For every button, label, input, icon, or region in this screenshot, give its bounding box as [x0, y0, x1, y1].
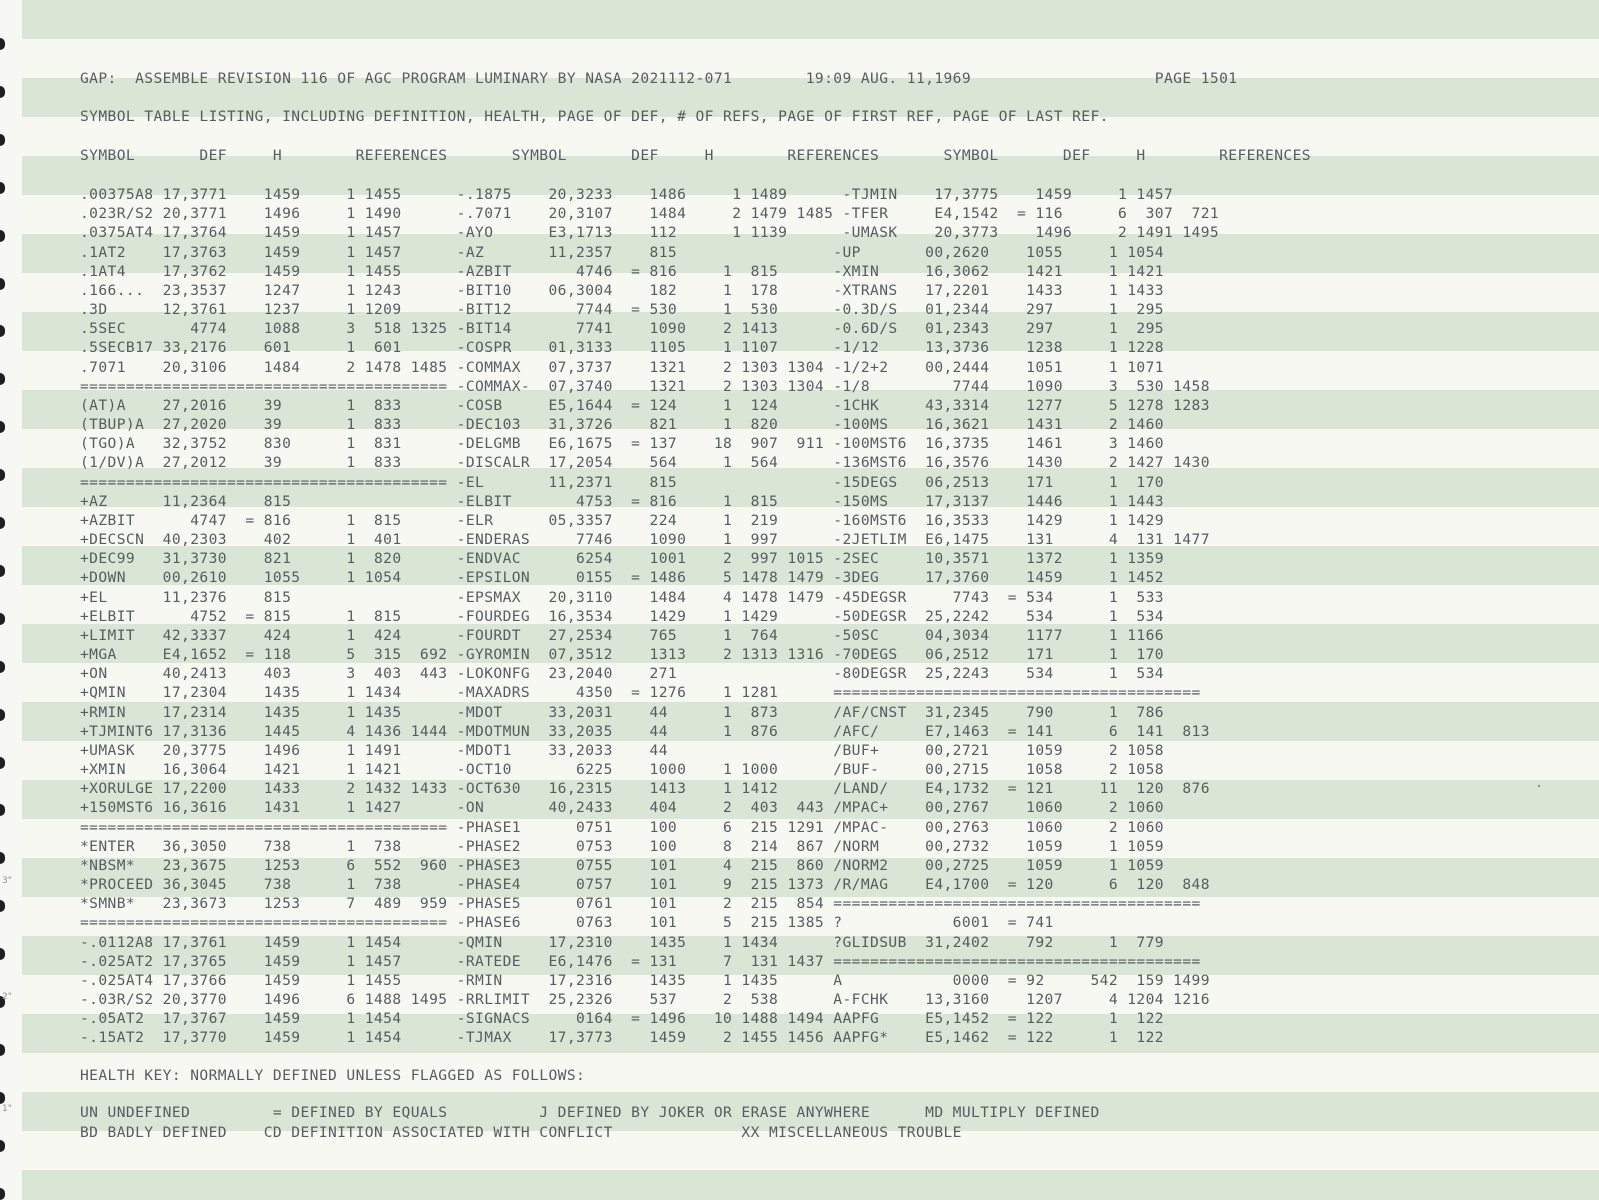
inch-mark-2: 2": [2, 992, 12, 1002]
table-row: .3D 12,3761 1237 1 1209 -BIT12 7744 = 530 1 530 -0.3D/S 01,2344 297 1 295: [80, 301, 1164, 319]
table-row: .5SEC 4774 1088 3 518 1325 -BIT14 7741 1090 2 1413 -0.6D/S 01,2343 297 1 295: [80, 320, 1164, 338]
table-row: -.03R/S2 20,3770 1496 6 1488 1495 -RRLIMIT 25,2326 537 2 538 A-FCHK 13,3160 1207 4 1204 1216: [80, 991, 1210, 1009]
table-row: .5SECB17 33,2176 601 1 601 -COSPR 01,3133 1105 1 1107 -1/12 13,3736 1238 1 1228: [80, 339, 1164, 357]
feed-hole: [0, 852, 5, 864]
table-row: .1AT4 17,3762 1459 1 1455 -AZBIT 4746 = 816 1 815 -XMIN 16,3062 1421 1 1421: [80, 262, 1164, 280]
feed-hole: [0, 804, 5, 816]
table-row: +LIMIT 42,3337 424 1 424 -FOURDT 27,2534 765 1 764 -50SC 04,3034 1177 1 1166: [80, 626, 1164, 644]
table-row: +AZBIT 4747 = 816 1 815 -ELR 05,3357 224 1 219 -160MST6 16,3533 1429 1 1429: [80, 511, 1164, 529]
health-key-line-1: UN UNDEFINED = DEFINED BY EQUALS J DEFINED BY JOKER OR ERASE ANYWHERE MD MULTIPLY DEFINED: [80, 1104, 1100, 1121]
feed-hole: [0, 709, 5, 721]
paper-speck: [1538, 785, 1540, 787]
feed-hole: [0, 421, 5, 433]
table-row: *SMNB* 23,3673 1253 7 489 959 -PHASE5 0761 101 2 215 854 ========================================: [80, 895, 1201, 913]
table-row: ======================================== -EL 11,2371 815 -15DEGS 06,2513 171 1 170: [80, 473, 1164, 491]
table-row: -.0112A8 17,3761 1459 1 1454 -QMIN 17,2310 1435 1 1434 ?GLIDSUB 31,2402 792 1 779: [80, 933, 1164, 951]
table-row: +XORULGE 17,2200 1433 2 1432 1433 -OCT630 16,2315 1413 1 1412 /LAND/ E4,1732 = 121 11 120 876: [80, 780, 1210, 798]
feed-hole: [0, 613, 5, 625]
table-row: ======================================== -PHASE1 0751 100 6 215 1291 /MPAC- 00,2763 1060 2 1060: [80, 818, 1164, 836]
table-row: +UMASK 20,3775 1496 1 1491 -MDOT1 33,2033 44 /BUF+ 00,2721 1059 2 1058: [80, 741, 1164, 759]
table-row: +RMIN 17,2314 1435 1 1435 -MDOT 33,2031 44 1 873 /AF/CNST 31,2345 790 1 786: [80, 703, 1164, 721]
table-row: *NBSM* 23,3675 1253 6 552 960 -PHASE3 0755 101 4 215 860 /NORM2 00,2725 1059 1 1059: [80, 856, 1164, 874]
feed-hole: [0, 134, 5, 146]
table-row: .166... 23,3537 1247 1 1243 -BIT10 06,3004 182 1 178 -XTRANS 17,2201 1433 1 1433: [80, 281, 1164, 299]
listing-header-title: GAP: ASSEMBLE REVISION 116 OF AGC PROGRAM LUMINARY BY NASA 2021112-071 19:09 AUG. 11,1969 PAGE 1501: [80, 70, 1238, 87]
feed-hole: [0, 373, 5, 385]
table-row: (1/DV)A 27,2012 39 1 833 -DISCALR 17,2054 564 1 564 -136MST6 16,3576 1430 2 1427 1430: [80, 454, 1210, 472]
table-row: +TJMINT6 17,3136 1445 4 1436 1444 -MDOTMUN 33,2035 44 1 876 /AFC/ E7,1463 = 141 6 141 813: [80, 722, 1210, 740]
feed-hole: [0, 1140, 5, 1152]
feed-hole: [0, 469, 5, 481]
table-row: .1AT2 17,3763 1459 1 1457 -AZ 11,2357 815 -UP 00,2620 1055 1 1054: [80, 243, 1164, 261]
table-row: .7071 20,3106 1484 2 1478 1485 -COMMAX 07,3737 1321 2 1303 1304 -1/2+2 00,2444 1051 1 1071: [80, 358, 1164, 376]
table-row: +QMIN 17,2304 1435 1 1434 -MAXADRS 4350 = 1276 1 1281 ========================================: [80, 684, 1201, 702]
table-row: ======================================== -COMMAX- 07,3740 1321 2 1303 1304 -1/8 7744 1090 3 530 1458: [80, 377, 1210, 395]
table-row: (TBUP)A 27,2020 39 1 833 -DEC103 31,3726 821 1 820 -100MS 16,3621 1431 2 1460: [80, 416, 1164, 434]
table-row: -.025AT2 17,3765 1459 1 1457 -RATEDE E6,1476 = 131 7 131 1437 ========================================: [80, 952, 1201, 970]
table-row: .023R/S2 20,3771 1496 1 1490 -.7071 20,3107 1484 2 1479 1485 -TFER E4,1542 = 116 6 307 721: [80, 205, 1220, 223]
table-row: +ON 40,2413 403 3 403 443 -LOKONFG 23,2040 271 -80DEGSR 25,2243 534 1 534: [80, 665, 1164, 683]
feed-hole: [0, 948, 5, 960]
column-headers: SYMBOL DEF H REFERENCES SYMBOL DEF H REFERENCES SYMBOL DEF H REFERENCES: [80, 147, 1311, 164]
table-row: (AT)A 27,2016 39 1 833 -COSB E5,1644 = 124 1 124 -1CHK 43,3314 1277 5 1278 1283: [80, 396, 1210, 414]
table-row: +AZ 11,2364 815 -ELBIT 4753 = 816 1 815 -150MS 17,3137 1446 1 1443: [80, 492, 1164, 510]
health-key-title: HEALTH KEY: NORMALLY DEFINED UNLESS FLAGGED AS FOLLOWS:: [80, 1067, 586, 1084]
inch-mark-1: 1": [2, 1104, 12, 1114]
inch-mark-3: 3": [2, 876, 12, 886]
feed-hole: [0, 1092, 5, 1104]
table-row: +DEC99 31,3730 821 1 820 -ENDVAC 6254 1001 2 997 1015 -2SEC 10,3571 1372 1 1359: [80, 550, 1164, 568]
table-row: +DECSCN 40,2303 402 1 401 -ENDERAS 7746 1090 1 997 -2JETLIM E6,1475 131 4 131 1477: [80, 531, 1210, 549]
table-row: +EL 11,2376 815 -EPSMAX 20,3110 1484 4 1478 1479 -45DEGSR 7743 = 534 1 533: [80, 588, 1164, 606]
feed-hole: [0, 38, 5, 50]
feed-hole: [0, 565, 5, 577]
table-row: *PROCEED 36,3045 738 1 738 -PHASE4 0757 101 9 215 1373 /R/MAG E4,1700 = 120 6 120 848: [80, 876, 1210, 894]
table-row: *ENTER 36,3050 738 1 738 -PHASE2 0753 100 8 214 867 /NORM 00,2732 1059 1 1059: [80, 837, 1164, 855]
listing-header-subtitle: SYMBOL TABLE LISTING, INCLUDING DEFINITION, HEALTH, PAGE OF DEF, # OF REFS, PAGE OF FIRST REF, PAGE OF LAST REF.: [80, 108, 1109, 125]
feed-hole: [0, 900, 5, 912]
table-row: +ELBIT 4752 = 815 1 815 -FOURDEG 16,3534 1429 1 1429 -50DEGSR 25,2242 534 1 534: [80, 607, 1164, 625]
feed-hole: [0, 325, 5, 337]
tractor-feed-holes: [0, 0, 6, 1200]
feed-hole: [0, 86, 5, 98]
table-row: -.15AT2 17,3770 1459 1 1454 -TJMAX 17,3773 1459 2 1455 1456 AAPFG* E5,1462 = 122 1 122: [80, 1029, 1164, 1047]
table-row: .0375AT4 17,3764 1459 1 1457 -AYO E3,1713 112 1 1139 -UMASK 20,3773 1496 2 1491 1495: [80, 224, 1220, 242]
table-row: -.025AT4 17,3766 1459 1 1455 -RMIN 17,2316 1435 1 1435 A 0000 = 92 542 159 1499: [80, 971, 1210, 989]
table-row: -.05AT2 17,3767 1459 1 1454 -SIGNACS 0164 = 1496 10 1488 1494 AAPFG E5,1452 = 122 1 122: [80, 1010, 1164, 1028]
feed-hole: [0, 182, 5, 194]
table-row: +MGA E4,1652 = 118 5 315 692 -GYROMIN 07,3512 1313 2 1313 1316 -70DEGS 06,2512 171 1 170: [80, 646, 1164, 664]
table-row: (TGO)A 32,3752 830 1 831 -DELGMB E6,1675 = 137 18 907 911 -100MST6 16,3735 1461 3 1460: [80, 435, 1164, 453]
feed-hole: [0, 278, 5, 290]
health-key-line-2: BD BADLY DEFINED CD DEFINITION ASSOCIATED WITH CONFLICT XX MISCELLANEOUS TROUBLE: [80, 1124, 962, 1141]
table-row: .00375A8 17,3771 1459 1 1455 -.1875 20,3233 1486 1 1489 -TJMIN 17,3775 1459 1 1457: [80, 186, 1174, 203]
table-row: +DOWN 00,2610 1055 1 1054 -EPSILON 0155 = 1486 5 1478 1479 -3DEG 17,3760 1459 1 1452: [80, 569, 1164, 587]
feed-hole: [0, 1044, 5, 1056]
feed-hole: [0, 757, 5, 769]
table-row: +150MST6 16,3616 1431 1 1427 -ON 40,2433 404 2 403 443 /MPAC+ 00,2767 1060 2 1060: [80, 799, 1164, 817]
feed-hole: [0, 517, 5, 529]
feed-hole: [0, 1188, 5, 1200]
feed-hole: [0, 661, 5, 673]
feed-hole: [0, 230, 5, 242]
table-row: ======================================== -PHASE6 0763 101 5 215 1385 ? 6001 = 741: [80, 914, 1054, 932]
table-row: +XMIN 16,3064 1421 1 1421 -OCT10 6225 1000 1 1000 /BUF- 00,2715 1058 2 1058: [80, 761, 1164, 779]
